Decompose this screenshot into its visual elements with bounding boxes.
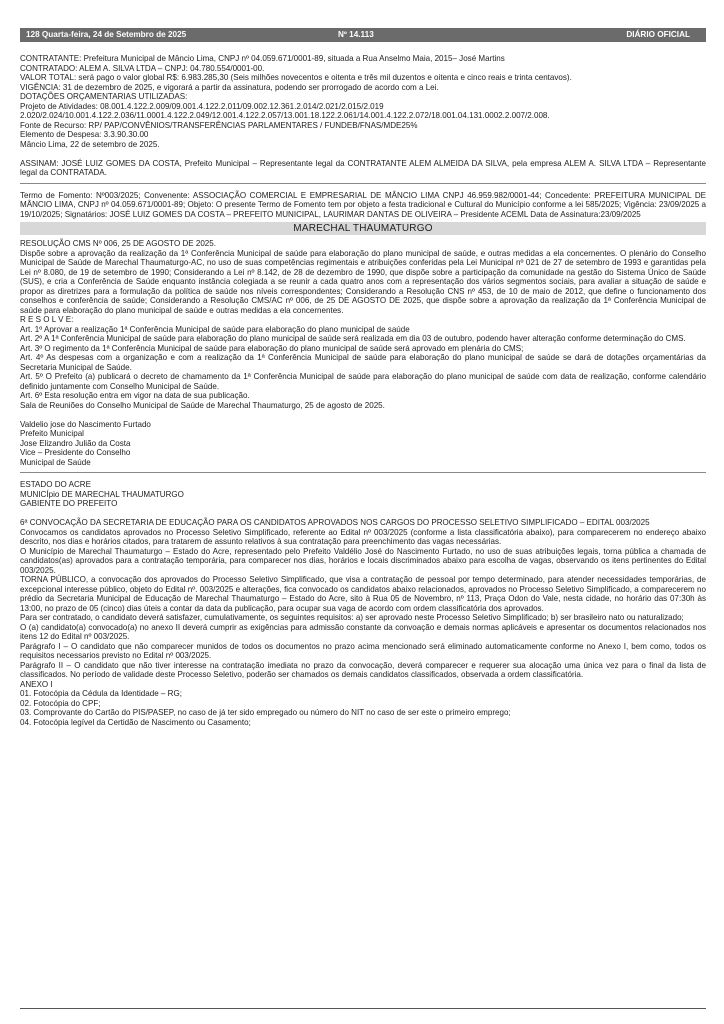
contract-block xyxy=(20,54,706,178)
divider xyxy=(20,472,706,473)
office-line: ESTADO DO ACRE xyxy=(20,480,91,489)
section-title: MARECHAL THAUMATURGO xyxy=(20,222,706,235)
contract-signature: ASSINAM: JOSÉ LUIZ GOMES DA COSTA, Prefeito Municipal – Representante legal da CONTRATANTE ALEM ALMEIDA DA SILVA, pela empresa ALEM A. SILVA LTDA – Representante legal da CONTRATADA. xyxy=(20,158,706,177)
resolution-article: Art. 3º O regimento da 1ª Conferência Municipal de saúde para elaboração do plano municipal de saúde será aprovado em plenária do CMS; xyxy=(20,343,524,353)
signer-line: Valdelio jose do Nascimento Furtado xyxy=(20,419,151,429)
office-line: MUNICÍpio DE MARECHAL THAUMATURGO xyxy=(20,489,184,499)
publication-title: DIÁRIO OFICIAL xyxy=(626,30,690,39)
resolution-article: Art. 4º As despesas com a organização e com a realização da 1ª Conferência Municipal de saúde para elaboração do plano municipal de saúde se dará de dotações orçamentárias da Secretaria Municipal de Saúde. xyxy=(20,353,706,372)
convocation-paragraph: Convocamos os candidatos aprovados no Processo Seletivo Simplificado, referente ao Edital nº 003/2025 (conforme a lista classificatória abaixo), para comparecerem no endereço abaixo descrito, nos dias e horários citados, para tratarem de assunto relativos à sua contratação para preenchimento das vagas necessárias. xyxy=(20,527,706,546)
resolution-article: Art. 5º O Prefeito (a) publicará o decreto de chamamento da 1ª Conferência Municipal de saúde para elaboração do plano municipal de saúde com data de realização, conforme calendário definido juntamente com Conselho Municipal de Saúde. xyxy=(20,372,706,391)
resolution-title: RESOLUÇÃO CMS Nº 006, 25 DE AGOSTO DE 2025. xyxy=(20,239,216,248)
convocation-paragraph: O Município de Marechal Thaumaturgo – Estado do Acre, representado pelo Prefeito Valdélio José do Nascimento Furtado, no uso de suas atribuições legais, torna pública a chamada de candidatos(as) aprovados para a contratação temporária, para comparecer nos dias, horários e locais discriminados abaixo para escolha de vagas, observando os itens pertinentes do Edital 003/2025. xyxy=(20,546,706,575)
resolution-article: Sala de Reuniões do Conselho Municipal de Saúde de Marechal Thaumaturgo, 25 de agosto de 2025. xyxy=(20,400,385,410)
annex-item: 01. Fotocópia da Cédula da Identidade – RG; xyxy=(20,689,182,698)
office-block xyxy=(20,480,706,509)
convocation-paragraph: Parágrafo I – O candidato que não comparecer munidos de todos os documentos no prazo acima mencionado será eliminado automaticamente conforme no Anexo I, bem como, todos os requisitos necessarios previsto no Edital nº 003/2025. xyxy=(20,641,706,660)
bottom-divider xyxy=(20,1008,706,1009)
edition-number: Nº 14.113 xyxy=(338,30,374,39)
signer-line: Municipal de Saúde xyxy=(20,457,91,467)
contract-line: CONTRATANTE: Prefeitura Municipal de Mâncio Lima, CNPJ nº 04.059.671/0001-89, situada a Rua Anselmo Maia, 2015– José Martins xyxy=(20,54,505,63)
divider xyxy=(20,183,706,184)
signer-line: Prefeito Municipal xyxy=(20,429,84,438)
page-date: 128 Quarta-feira, 24 de Setembro de 2025 xyxy=(26,30,187,39)
resolution-resolve: R E S O L V E: xyxy=(20,315,74,324)
annex-item: 02. Fotocópia do CPF; xyxy=(20,698,101,708)
contract-line: Projeto de Atividades: 08.001.4.122.2.009/09.001.4.122.2.011/09.002.12.361.2.014/2.021/2.015/2.019 xyxy=(20,101,384,111)
convocation-paragraph: O (a) candidato(a) convocado(a) no anexo II deverá cumprir as exigências para admissão constante da convoação e demais normas aplicáveis e apresentar os documentos relacionados nos itens 12 do Edital nº 003/2025. xyxy=(20,622,706,641)
resolution-body: Dispõe sobre a aprovação da realização da 1ª Conferência Municipal de saúde para elaboração do plano municipal de saúde, e outras medidas a ela concernentes. O plenário do Conselho Municipal de Saúde de Marechal Thaumaturgo-AC, no uso de suas competências regimentais e atribuições conferidas pela Lei Municipal nº 021 de 27 de setembro de 1993 e garantidas pela Lei nº 8.080, de 19 de setembro de 1990; Considerando a Lei nº 8.142, de 28 de dezembro de 1990, que dispõe sobre a participação da comunidade na gestão do Sistema Único de Saúde (SUS), e cria a Conferência de Saúde enquanto instância colegiada a se reunir a cada quatro anos com a representação dos vários segmentos sociais, para avaliar a situação de saúde e propor as diretrizes para a formulação da política de saúde nos níveis correspondentes; Considerando a Resolução CNS nº 453, de 10 de maio de 2012, que define o funcionamento dos conselhos e conferência de saúde; Considerando a Resolução CMS/AC nº 006, de 25 DE AGOSTO DE 2025, que dispõe sobre a aprovação da realização da 1ª Conferência Municipal de saúde para elaboração do plano municipal de saúde e outras medidas a ela concernentes. xyxy=(20,248,706,315)
signer-line: Jose Elizandro Julião da Costa xyxy=(20,438,131,448)
resolution-article: Art. 6º Esta resolução entra em vigor na data de sua publicação. xyxy=(20,391,250,400)
content xyxy=(20,54,706,727)
convocation-paragraph: Parágrafo II – O candidato que não tiver interesse na contratação imediata no prazo da convocação, deverá comparecer e requerer sua alocação uma única vez para o final da lista de classificados. No período de validade deste Processo Seletivo, poderão ser chamados os demais candidatos classificados, observada a ordem classificatória. xyxy=(20,660,706,679)
page-header xyxy=(20,28,706,42)
annex-item: 03. Comprovante do Cartão do PIS/PASEP, no caso de já ter sido empregado ou número do NIT no caso de ser este o primeiro emprego; xyxy=(20,708,511,717)
office-line: GABIENTE DO PREFEITO xyxy=(20,499,118,508)
signer-line: Vice – Presidente do Conselho xyxy=(20,448,131,457)
fomento-term: Termo de Fomento: Nº003/2025; Convenente: ASSOCIAÇÃO COMERCIAL E EMPRESARIAL DE MÂNCIO LIMA CNPJ 46.959.982/0001-44; Concedente: PREFEITURA MUNICIPAL DE MÂNCIO LIMA, CNPJ nº 04.059.671/0001-89; Objeto: O presente Termo de Fomento tem por objeto a festa tradicional e Cultural do Município conforme a lei 585/2025; Vigência: 23/09/2025 a 19/10/2025; Signatários: JOSÉ LUIZ GOMES DA COSTA – PREFEITO MUNICIPAL, LAURIMAR DANTAS DE OLIVEIRA – Presidente ACEML Data de Assinatura:23/09/2025 xyxy=(20,190,706,219)
convocation-paragraph: Para ser contratado, o candidato deverá satisfazer, cumulativamente, os seguintes requisitos: a) ser aprovado neste Processo Seletivo Simplificado; b) ser brasileiro nato ou naturalizado; xyxy=(20,613,684,622)
annex-item: 04. Fotocópia legível da Certidão de Nascimento ou Casamento; xyxy=(20,717,251,727)
convocation-title: 6ª CONVOCAÇÃO DA SECRETARIA DE EDUCAÇÃO PARA OS CANDIDATOS APROVADOS NOS CARGOS DO PROCESSO SELETIVO SIMPLIFICADO – EDITAL 003/2025 xyxy=(20,518,650,527)
contract-line: VALOR TOTAL: será pago o valor global R$: 6.983.285,30 (Seis milhões novecentos e oitenta e três mil duzentos e oitenta e cinco reais e trinta centavos). xyxy=(20,73,572,82)
contract-line: VIGÊNCIA: 31 de dezembro de 2025, e vigorará a partir da assinatura, podendo ser prorrogado de acordo com a Lei. xyxy=(20,82,439,92)
contract-line: DOTAÇÕES ORÇAMENTARIAS UTILIZADAS: xyxy=(20,92,188,101)
resolution-block xyxy=(20,239,706,467)
contract-line: Elemento de Despesa: 3.3.90.30.00 xyxy=(20,130,149,139)
contract-line: Mâncio Lima, 22 de setembro de 2025. xyxy=(20,139,160,149)
resolution-article: Art. 2º A 1ª Conferência Municipal de saúde para elaboração do plano municipal de saúde será realizada em dia 03 de outubro, podendo haver alteração conforme determinação do CMS. xyxy=(20,334,686,343)
contract-line: Fonte de Recurso: RP/ PAP/CONVÊNIOS/TRANSFERÊNCIAS PARLAMENTARES / FUNDEB/FNAS/MDE25% xyxy=(20,120,418,130)
resolution-article: Art. 1º Aprovar a realização 1ª Conferência Municipal de saúde para elaboração do plano municipal de saúde xyxy=(20,324,410,334)
contract-line: CONTRATADO: ALEM A. SILVA LTDA – CNPJ: 04.780.554/0001-00. xyxy=(20,63,265,73)
convocation-block xyxy=(20,518,706,727)
annex-title: ANEXO I xyxy=(20,679,53,689)
contract-line: 2.020/2.024/10.001.4.122.2.036/11.0001.4.122.2.049/12.001.4.122.2.057/13.001.18.122.2.061/14.001.4.122.2.072/18.001.04.131.0002.2.007/2.008. xyxy=(20,111,550,120)
convocation-paragraph: TORNA PÚBLICO, a convocação dos aprovados do Processo Seletivo Simplificado, que visa a contratação de pessoal por tempo determinado, para atender necessidades temporárias, de excepcional interesse público, objeto do Edital nº. 003/2025 e alterações, fica convocado os candidatos abaixo relacionados, aprovados no Processo Seletivo Simplificado, a comparecerem no prédio da Secretaria Municipal de Educação de Marechal Thaumaturgo – Estado do Acre, sito à Rua 05 de Novembro, nº 113, Praça Odon do Vale, nesta cidade, no horário das 07:30h às 13:00, no prazo de 05 (cinco) dias úteis a contar da data da publicação, para ocupar sua vaga de acordo com ordem classificatória dos aprovados. xyxy=(20,575,706,613)
